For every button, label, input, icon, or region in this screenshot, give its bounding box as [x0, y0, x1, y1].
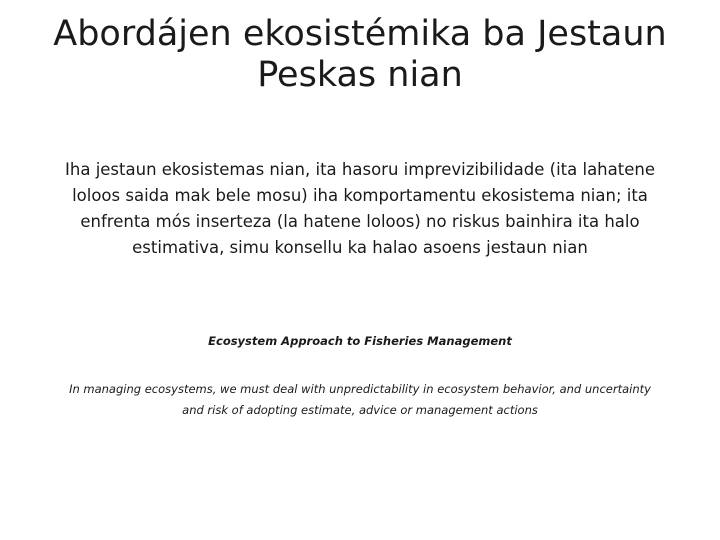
- slide-title: [20, 14, 700, 96]
- tetum-paragraph-line-1: Iha jestaun ekosistemas nian, ita hasoru imprevizibilidade (ita lahatene: [65, 160, 655, 179]
- tetum-paragraph-line-4: estimativa, simu konsellu ka halao asoens jestaun nian: [132, 238, 588, 257]
- english-paragraph: [14, 379, 706, 421]
- slide-title-line-2: Peskas nian: [257, 55, 463, 95]
- english-heading: Ecosystem Approach to Fisheries Management: [208, 334, 512, 348]
- tetum-paragraph-line-3: enfrenta mós inserteza (la hatene loloos) no riskus bainhira ita halo: [80, 212, 640, 231]
- tetum-paragraph-line-2: loloos saida mak bele mosu) iha komportamentu ekosistema nian; ita: [72, 186, 648, 205]
- english-paragraph-line-1: In managing ecosystems, we must deal with unpredictability in ecosystem behavior, and uncertainty: [69, 382, 651, 396]
- slide-title-line-1: Abordájen ekosistémika ba Jestaun: [53, 14, 667, 54]
- tetum-paragraph: [24, 157, 696, 261]
- english-paragraph-line-2: and risk of adopting estimate, advice or management actions: [182, 403, 538, 417]
